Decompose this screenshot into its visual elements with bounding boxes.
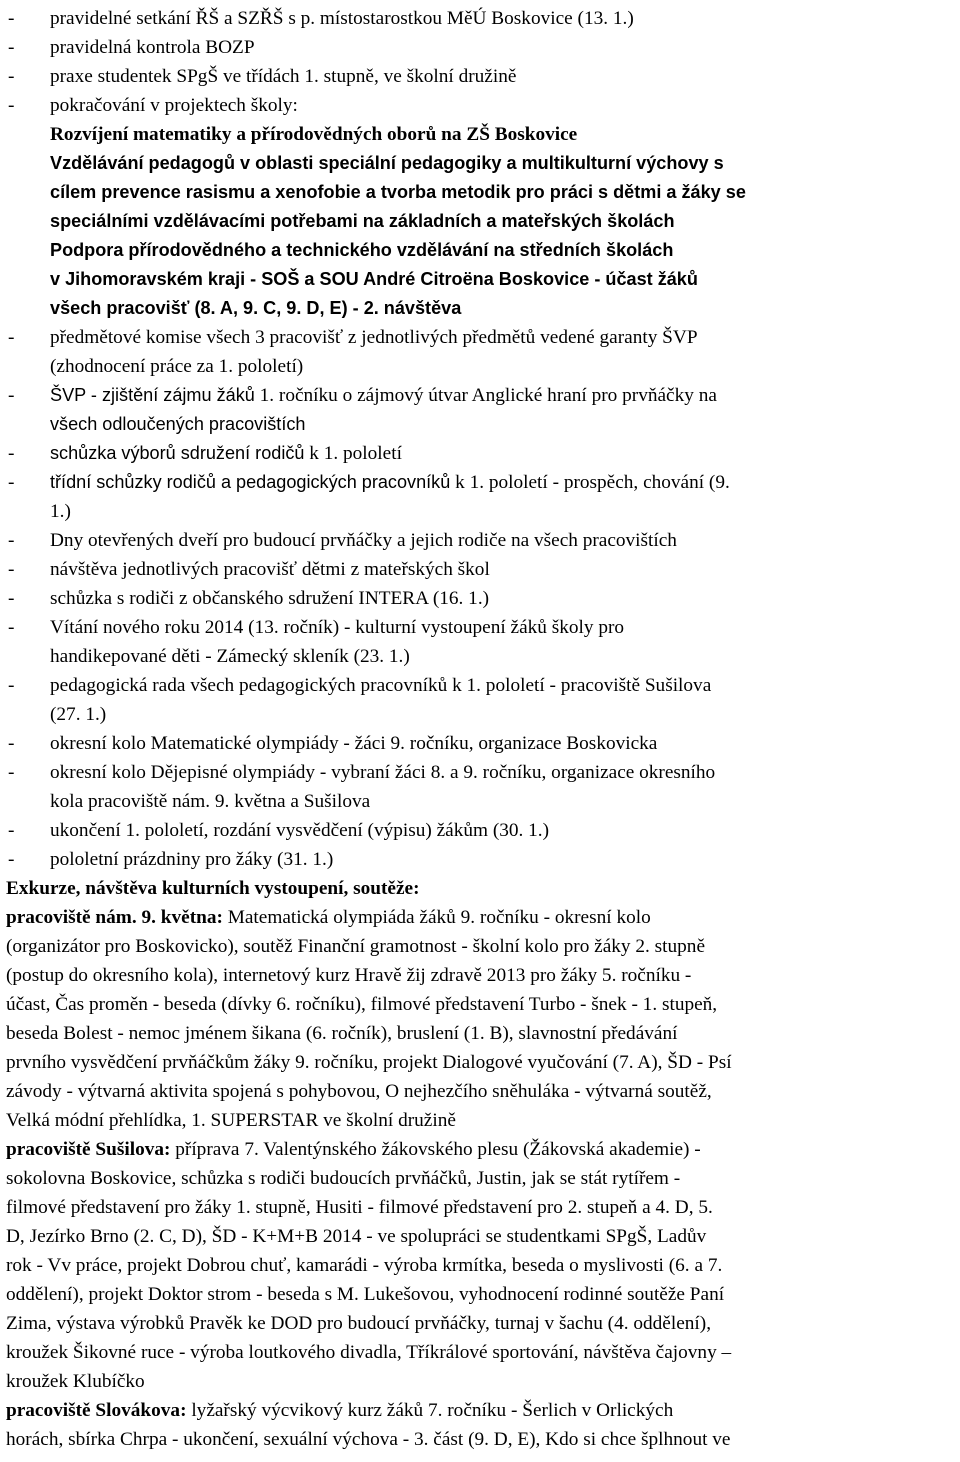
list-item: - pravidelné setkání ŘŠ a SZŘŠ s p. místostarostkou MěÚ Boskovice (13. 1.) xyxy=(6,4,954,33)
bullet-dash: - xyxy=(8,820,15,841)
paragraph-line: Velká módní přehlídka, 1. SUPERSTAR ve školní družině xyxy=(6,1110,456,1131)
bullet-dash: - xyxy=(8,588,15,609)
bullet-dash: - xyxy=(8,327,15,348)
paragraph-line: (postup do okresního kola), internetový kurz Hravě žij zdravě 2013 pro žáky 5. ročníku - xyxy=(6,965,692,986)
bullet-dash: - xyxy=(8,8,15,29)
list-item: - Dny otevřených dveří pro budoucí prvňáčky a jejich rodiče na všech pracovištích xyxy=(6,526,954,555)
paragraph-line: Zima, výstava výrobků Pravěk ke DOD pro budoucí prvňáčky, turnaj v šachu (4. oddělení), xyxy=(6,1313,712,1334)
list-item: - ukončení 1. pololetí, rozdání vysvědčení (výpisu) žákům (30. 1.) xyxy=(6,816,954,845)
bullet-dash: - xyxy=(8,385,15,406)
list-item: - ŠVP - zjištění zájmu žáků 1. ročníku o zájmový útvar Anglické hraní pro prvňáčky na xyxy=(6,381,954,410)
project-title-cont: speciálními vzdělávacími potřebami na základních a mateřských školách xyxy=(50,211,675,231)
list-item-cont: kola pracoviště nám. 9. května a Sušilova xyxy=(50,791,371,812)
paragraph-line: (organizátor pro Boskovicko), soutěž Finanční gramotnost - školní kolo pro žáky 2. stupně xyxy=(6,936,706,957)
paragraph-line: kroužek Šikovné ruce - výroba loutkového divadla, Tříkrálové sportování, návštěva čajovny – xyxy=(6,1342,732,1363)
paragraph-line: rok - Vv práce, projekt Dobrou chuť, kamarádi - výroba krmítka, beseda o myslivosti (6. a 7. xyxy=(6,1255,723,1276)
bullet-dash: - xyxy=(8,849,15,870)
paragraph-line: pracoviště Slovákova: lyžařský výcvikový kurz žáků 7. ročníku - Šerlich v Orlických xyxy=(6,1400,674,1421)
bullet-dash: - xyxy=(8,443,15,464)
list-item-cont: (zhodnocení práce za 1. pololetí) xyxy=(50,356,304,377)
list-item: - schůzka s rodiči z občanského sdružení INTERA (16. 1.) xyxy=(6,584,954,613)
bullet-dash: - xyxy=(8,617,15,638)
bullet-dash: - xyxy=(8,762,15,783)
list-item: - okresní kolo Matematické olympiády - žáci 9. ročníku, organizace Boskovicka xyxy=(6,729,954,758)
list-item: - návštěva jednotlivých pracovišť dětmi z mateřských škol xyxy=(6,555,954,584)
list-item-cont: handikepované děti - Zámecký skleník (23. 1.) xyxy=(50,646,410,667)
paragraph-line: účast, Čas proměn - beseda (dívky 6. ročníku), filmové představení Turbo - šnek - 1. stupeň, xyxy=(6,994,718,1015)
paragraph-line: beseda Bolest - nemoc jménem šikana (6. ročník), bruslení (1. B), slavnostní předávání xyxy=(6,1023,678,1044)
paragraph-line: pracoviště nám. 9. května: Matematická olympiáda žáků 9. ročníku - okresní kolo xyxy=(6,907,651,928)
list-item-cont: 1.) xyxy=(50,501,71,522)
list-item-cont: všech odloučených pracovištích xyxy=(50,414,306,434)
list-item: - pravidelná kontrola BOZP xyxy=(6,33,954,62)
paragraph-line: kroužek Klubíčko xyxy=(6,1371,145,1392)
list-item: - pololetní prázdniny pro žáky (31. 1.) xyxy=(6,845,954,874)
bullet-dash: - xyxy=(8,675,15,696)
paragraph-line: oddělení), projekt Doktor strom - beseda s M. Lukešovou, vyhodnocení rodinné soutěže Paní xyxy=(6,1284,725,1305)
project-title: Rozvíjení matematiky a přírodovědných oborů na ZŠ Boskovice xyxy=(50,124,578,145)
list-item: - třídní schůzky rodičů a pedagogických pracovníků k 1. pololetí - prospěch, chování (9. xyxy=(6,468,954,497)
bullet-dash: - xyxy=(8,95,15,116)
list-item: - předmětové komise všech 3 pracovišť z jednotlivých předmětů vedené garanty ŠVP xyxy=(6,323,954,352)
list-item: - schůzka výborů sdružení rodičů k 1. pololetí xyxy=(6,439,954,468)
paragraph-line: filmové představení pro žáky 1. stupně, Husiti - filmové představení pro 2. stupeň a 4. D, 5. xyxy=(6,1197,713,1218)
paragraph-line: pracoviště Sušilova: příprava 7. Valentýnského žákovského plesu (Žákovská akademie) - xyxy=(6,1139,701,1160)
bullet-dash: - xyxy=(8,66,15,87)
paragraph-label: pracoviště nám. 9. května: xyxy=(6,907,223,928)
paragraph-label: pracoviště Slovákova: xyxy=(6,1400,187,1421)
bullet-dash: - xyxy=(8,733,15,754)
project-title: Podpora přírodovědného a technického vzdělávání na středních školách xyxy=(50,240,674,260)
paragraph-line: prvního vysvědčení prvňáčkům žáky 9. ročníku, projekt Dialogové vyučování (7. A), ŠD - Psí xyxy=(6,1052,732,1073)
project-title-cont: v Jihomoravském kraji - SOŠ a SOU André Citroëna Boskovice - účast žáků xyxy=(50,269,698,289)
paragraph-line: horách, sbírka Chrpa - ukončení, sexuální výchova - 3. část (9. D, E), Kdo si chce šplhnout ve xyxy=(6,1429,731,1450)
list-item: - pedagogická rada všech pedagogických pracovníků k 1. pololetí - pracoviště Sušilova xyxy=(6,671,954,700)
project-title-cont: všech pracovišť (8. A, 9. C, 9. D, E) - 2. návštěva xyxy=(50,298,462,318)
paragraph-label: pracoviště Sušilova: xyxy=(6,1139,171,1160)
list-item: - okresní kolo Dějepisné olympiády - vybraní žáci 8. a 9. ročníku, organizace okresního xyxy=(6,758,954,787)
list-item: - pokračování v projektech školy: xyxy=(6,91,954,120)
bullet-dash: - xyxy=(8,37,15,58)
paragraph-line: D, Jezírko Brno (2. C, D), ŠD - K+M+B 2014 - ve spolupráci se studentkami SPgŠ, Ladův xyxy=(6,1226,707,1247)
paragraph-line: sokolovna Boskovice, schůzka s rodiči budoucích prvňáčků, Justin, jak se stát rytířem - xyxy=(6,1168,681,1189)
project-title: Vzdělávání pedagogů v oblasti speciální pedagogiky a multikulturní výchovy s xyxy=(50,153,724,173)
list-item: - Vítání nového roku 2014 (13. ročník) - kulturní vystoupení žáků školy pro xyxy=(6,613,954,642)
section-heading: Exkurze, návštěva kulturních vystoupení, soutěže: xyxy=(6,878,420,899)
bullet-dash: - xyxy=(8,530,15,551)
list-item-cont: (27. 1.) xyxy=(50,704,107,725)
project-title-cont: cílem prevence rasismu a xenofobie a tvorba metodik pro práci s dětmi a žáky se xyxy=(50,182,746,202)
bullet-dash: - xyxy=(8,472,15,493)
paragraph-line: závody - výtvarná aktivita spojená s pohybovou, O nejhezčího sněhuláka - výtvarná soutěž, xyxy=(6,1081,712,1102)
list-item: - praxe studentek SPgŠ ve třídách 1. stupně, ve školní družině xyxy=(6,62,954,91)
bullet-dash: - xyxy=(8,559,15,580)
